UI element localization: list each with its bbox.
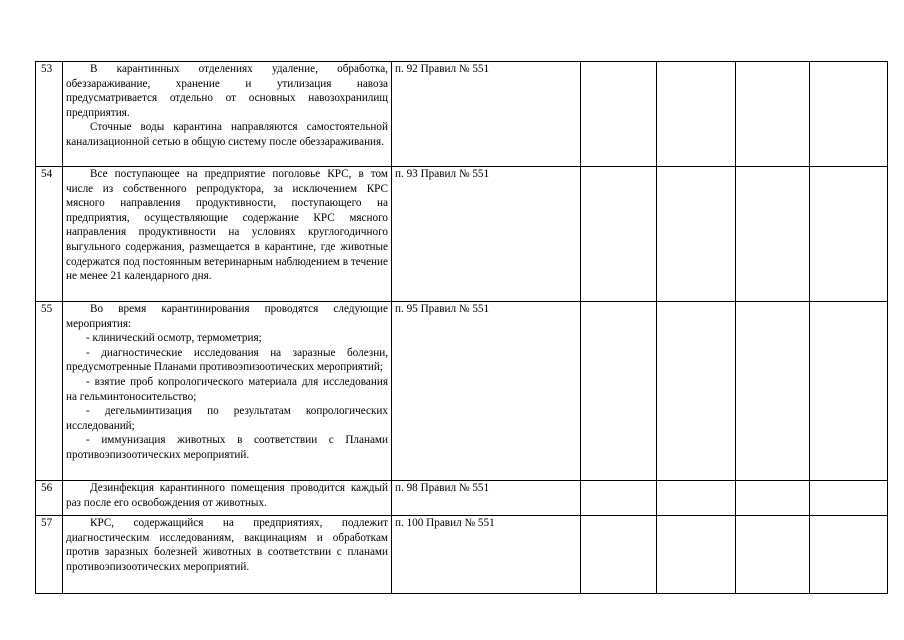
- legal-reference: п. 95 Правил № 551: [392, 302, 581, 481]
- requirement-paragraph: Во время карантинирования проводятся следующие мероприятия:: [66, 303, 388, 330]
- empty-cell: [810, 481, 888, 516]
- list-item: - клинический осмотр, термометрия;: [86, 332, 262, 345]
- requirement-paragraph: Сточные воды карантина направляются самостоятельной канализационной сетью в общую систему после обеззараживания.: [66, 121, 388, 148]
- requirement-text: [63, 302, 392, 481]
- list-item: - иммунизация животных в соответствии с Планами противоэпизоотических мероприятий.: [66, 434, 388, 461]
- table-row: [36, 167, 888, 302]
- requirement-text: [63, 167, 392, 302]
- empty-cell: [581, 302, 657, 481]
- list-item: - дегельминтизация по результатам копрологических исследований;: [66, 405, 388, 432]
- table-row: [36, 481, 888, 516]
- empty-cell: [657, 167, 736, 302]
- empty-cell: [736, 62, 810, 167]
- requirement-paragraph: В карантинных отделениях удаление, обработка, обеззараживание, хранение и утилизация навоза предусматривается отдельно от основных навозохранилищ предприятия.: [66, 63, 388, 119]
- table-row: [36, 62, 888, 167]
- empty-cell: [657, 481, 736, 516]
- row-number: 57: [36, 516, 63, 594]
- empty-cell: [657, 516, 736, 594]
- empty-cell: [810, 62, 888, 167]
- requirement-text: [63, 516, 392, 594]
- legal-reference: п. 93 Правил № 551: [392, 167, 581, 302]
- legal-reference: п. 92 Правил № 551: [392, 62, 581, 167]
- requirement-paragraph: Дезинфекция карантинного помещения проводится каждый раз после его освобождения от животных.: [66, 482, 388, 509]
- empty-cell: [581, 481, 657, 516]
- requirements-table: [35, 61, 888, 594]
- empty-cell: [581, 516, 657, 594]
- list-item: - взятие проб копрологического материала для исследования на гельминтоносительство;: [66, 375, 388, 403]
- empty-cell: [736, 302, 810, 481]
- requirement-text: [63, 481, 392, 516]
- row-number: 54: [36, 167, 63, 302]
- empty-cell: [657, 62, 736, 167]
- empty-cell: [657, 302, 736, 481]
- empty-cell: [810, 167, 888, 302]
- empty-cell: [736, 516, 810, 594]
- legal-reference: п. 100 Правил № 551: [392, 516, 581, 594]
- empty-cell: [736, 167, 810, 302]
- empty-cell: [736, 481, 810, 516]
- legal-reference: п. 98 Правил № 551: [392, 481, 581, 516]
- row-number: 55: [36, 302, 63, 481]
- empty-cell: [581, 62, 657, 167]
- requirement-text: [63, 62, 392, 167]
- row-number: 56: [36, 481, 63, 516]
- requirement-paragraph: Все поступающее на предприятие поголовье КРС, в том числе из собственного репродуктора, за исключением КРС мясного направления продуктивности, поступающего на предприятия, осуществляющие содержание КРС мясного направления продуктивности на условиях круглогодичного выгульного содержания, размещается в карантине, где животные содержатся под постоянным ветеринарным наблюдением в течение не менее 21 календарного дня.: [66, 168, 388, 283]
- table-row: [36, 516, 888, 594]
- requirement-paragraph: КРС, содержащийся на предприятиях, подлежит диагностическим исследованиям, вакцинациям и обработкам против заразных болезней животных в соответствии с планами противоэпизоотических мероприятий.: [66, 517, 388, 573]
- table-row: [36, 302, 888, 481]
- list-item: - диагностические исследования на заразные болезни, предусмотренные Планами противоэпизоотических мероприятий;: [66, 346, 388, 374]
- empty-cell: [581, 167, 657, 302]
- row-number: 53: [36, 62, 63, 167]
- empty-cell: [810, 302, 888, 481]
- empty-cell: [810, 516, 888, 594]
